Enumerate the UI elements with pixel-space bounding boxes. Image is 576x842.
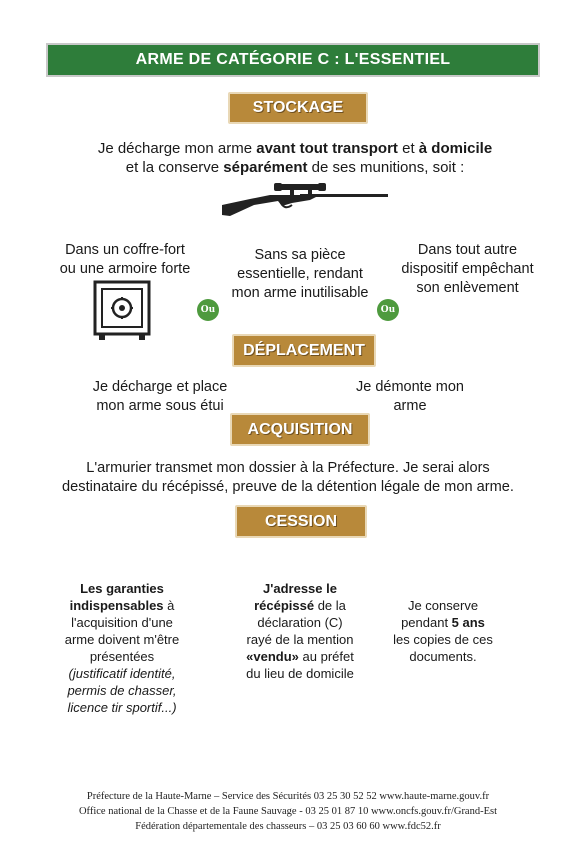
deplacement-right: Je démonte mon arme <box>355 379 464 414</box>
section-heading-acquisition: ACQUISITION <box>230 413 370 446</box>
footer-oncfs: Office national de la Chasse et de la Faune Sauvage - 03 25 01 87 10 www.oncfs.gouv.fr/Grand-Est <box>78 806 498 817</box>
deplacement-left: Je décharge et place mon arme sous étui <box>92 379 228 414</box>
ou-badge: Ou <box>197 299 219 321</box>
section-heading-cession: CESSION <box>235 505 367 538</box>
option-safe: Dans un coffre-fort ou une armoire forte <box>59 242 191 277</box>
section-heading-stockage: STOCKAGE <box>228 92 368 124</box>
footer-fdc: Fédération départementale des chasseurs – 03 25 03 60 60 www.fdc52.fr <box>135 821 441 832</box>
rifle-icon <box>220 181 390 221</box>
safe-icon <box>93 280 151 342</box>
section-heading-deplacement: DÉPLACEMENT <box>232 334 376 367</box>
option-essential-part: Sans sa pièce essentielle, rendant mon arme inutilisable <box>231 247 369 301</box>
cession-col-guarantees: Les garanties indispensables à l'acquisition d'une arme doivent m'être présentées (justificatif identité, permis de chasser, licence tir sportif...) <box>64 581 180 715</box>
cession-col-receipt: J'adresse le récépissé de la déclaration (C) rayé de la mention «vendu» au préfet du lieu de domicile <box>246 581 354 681</box>
ou-badge: Ou <box>377 299 399 321</box>
page-title: ARME DE CATÉGORIE C : L'ESSENTIEL <box>46 43 540 77</box>
footer <box>0 789 576 834</box>
cession-col-keep-copies: Je conserve pendant 5 ans les copies de ces documents. <box>393 598 493 664</box>
acquisition-text: L'armurier transmet mon dossier à la Préfecture. Je serai alors destinataire du récépissé, preuve de la détention légale de mon arme. <box>62 460 514 495</box>
stockage-intro: Je décharge mon arme avant tout transport et à domicile et la conserve séparément de ses munitions, soit : <box>97 140 493 176</box>
option-other-device: Dans tout autre dispositif empêchant son enlèvement <box>401 242 534 296</box>
footer-prefecture: Préfecture de la Haute-Marne – Service des Sécurités 03 25 30 52 52 www.haute-marne.gouv.fr <box>86 791 490 802</box>
